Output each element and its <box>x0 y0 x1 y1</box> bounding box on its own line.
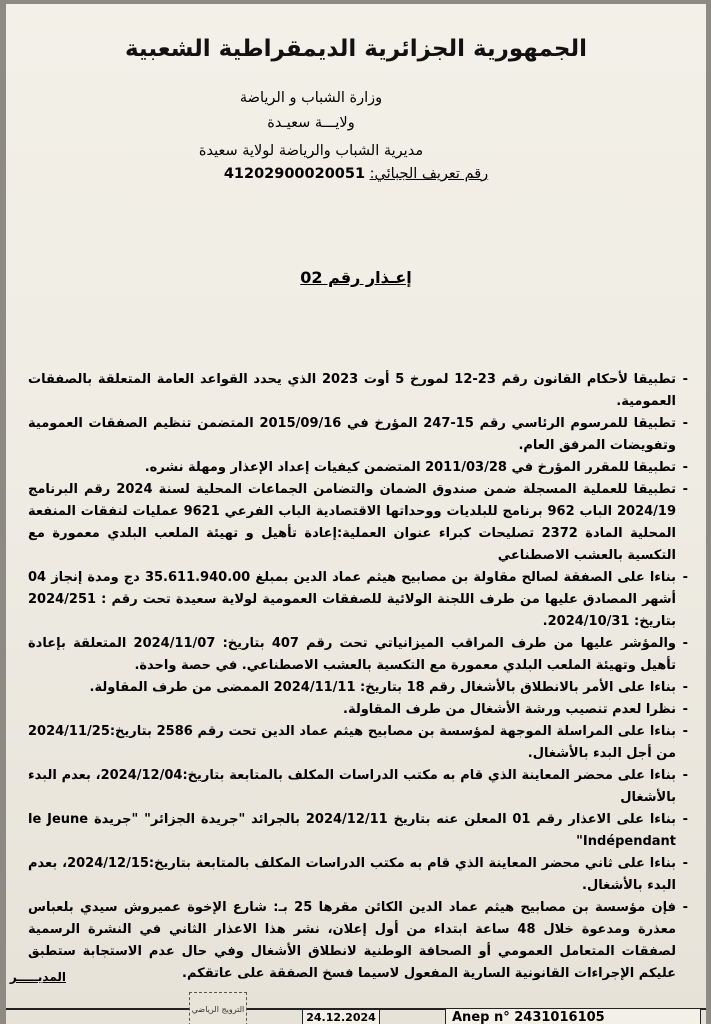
republic-title: الجمهورية الجزائرية الديمقراطية الشعبية <box>124 36 588 62</box>
publication-date: 24.12.2024 <box>302 1009 380 1024</box>
list-item: - بناءا على الاعذار رقم 01 المعلن عنه بتاريخ 2024/12/11 بالجرائد "جريدة الجزائر" "جريدة le Jeune Indépendant" <box>28 809 688 853</box>
list-item: - تطبيقا للمرسوم الرئاسي رقم 15-247 المؤرخ في 2015/09/16 المتضمن تنظيم الصفقات العمومية وتفويضات المرفق العام. <box>28 413 688 457</box>
notice-body <box>28 369 688 985</box>
tax-id-row <box>206 166 506 182</box>
list-item: - والمؤشر عليها من طرف المراقب الميزانياتي تحت رقم 407 بتاريخ: 2024/11/07 المتعلقة بإعادة تأهيل وتهيئة الملعب البلدي معمورة مع التكسية بالعشب الاصطناعي. في حصة واحدة. <box>28 633 688 677</box>
anep-number: Anep n° 2431016105 <box>445 1008 701 1024</box>
document-page <box>6 4 706 1024</box>
tax-id-value: 41202900020051 <box>223 166 366 182</box>
tax-id-label: رقم تعريف الجبائي: <box>369 166 489 182</box>
directorate-line: مديرية الشباب والرياضة لولاية سعيدة <box>198 143 424 159</box>
list-item: - بناءا على المراسلة الموجهة لمؤسسة بن مصابيح هيثم عماد الدين تحت رقم 2586 بتاريخ:2024/11/25 من أجل البدء بالأشغال. <box>28 721 688 765</box>
list-item: - نظرا لعدم تنصيب ورشة الأشغال من طرف المقاولة. <box>28 699 688 721</box>
notice-title: إعـذار رقم 02 <box>300 268 412 287</box>
list-item: - بناءا على الأمر بالانطلاق بالأشغال رقم 18 بتاريخ: 2024/11/11 الممضى من طرف المقاولة. <box>28 677 688 699</box>
wilaya-line: ولايـــة سعيـدة <box>267 115 355 131</box>
list-item: - فإن مؤسسة بن مصابيح هيثم عماد الدين الكائن مقرها 25 بـ: شارع الإخوة عميروش سيدي بلعباس معذرة ومدعوة خلال 48 ساعة ابتداء من أول إعلان، نشر هذا الاعذار الثاني في النشرة الرسمية لصفقات المتعامل العمومي أو الصحافة الوطنية لانطلاق الأشغال وفي حال عدم الاستجابة ستطبق عليكم الإجراءات القانونية السارية المفعول لاسيما فسخ الصفقة على عاتقكم. <box>28 897 688 985</box>
list-item: - تطبيقا للعملية المسجلة ضمن صندوق الضمان والتضامن الجماعات المحلية لسنة 2024 رقم البرنامج 2024/19 الباب 962 برنامج للبلديات ووحداتها الاقتصادية الباب الفرعي 9621 عمليات لنفقات المنفعة المحلية المادة 2372 تصليحات كبراء عنوان العملية:إعادة تأهيل و تهيئة الملعب البلدي معمورة مع التكسية بالعشب الاصطناعي <box>28 479 688 567</box>
list-item: - بناءا على الصفقة لصالح مقاولة بن مصابيح هيثم عماد الدين بمبلغ 35.611.940.00 دج ومدة إنجاز 04 أشهر المصادق عليها من طرف اللجنة الولائية للصفقات العمومية لولاية سعيدة تحت رقم : 2024/251 بتاريخ: 2024/10/31. <box>28 567 688 633</box>
publisher-stamp: الترويج الرياضي <box>189 992 247 1024</box>
list-item: - بناءا على ثاني محضر المعاينة الذي قام به مكتب الدراسات المكلف بالمتابعة بتاريخ:2024/12/15، بعدم البدء بالأشغال. <box>28 853 688 897</box>
director-signature: المديـــــر <box>9 970 66 984</box>
list-item: - تطبيقا لأحكام القانون رقم 23-12 لمورخ 5 أوت 2023 الذي يحدد القواعد العامة المتعلقة بالصفقات العمومية. <box>28 369 688 413</box>
ministry-line: وزارة الشباب و الرياضة <box>239 90 383 106</box>
list-item: - بناءا على محضر المعاينة الذي قام به مكتب الدراسات المكلف بالمتابعة بتاريخ:2024/12/04، بعدم البدء بالأشغال <box>28 765 688 809</box>
list-item: - تطبيقا للمقرر المؤرخ في 2011/03/28 المتضمن كيفيات إعداد الإعذار ومهلة نشره. <box>28 457 688 479</box>
